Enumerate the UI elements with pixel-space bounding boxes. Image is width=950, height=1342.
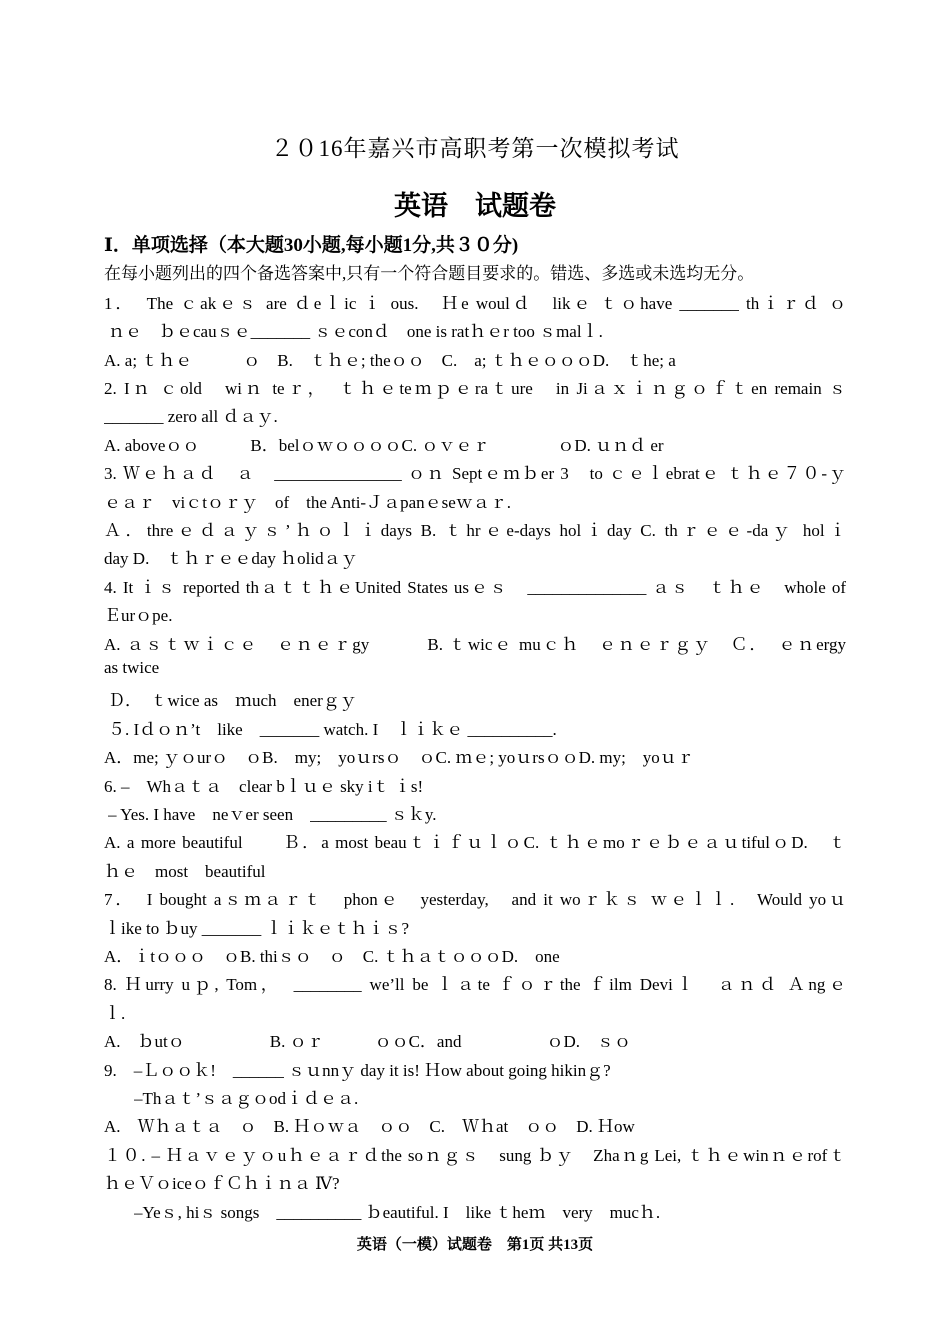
question-9-line-2: –Thａｔ’ｓａｇｏodｉｄｅａ.	[134, 1089, 359, 1108]
exam-title: ２０16年嘉兴市高职考第一次模拟考试	[270, 136, 680, 161]
question-5-line-1: ５. Iｄｏｎ’t like _______ watch. I ｌｉｋｅ __________.	[108, 720, 557, 739]
question-2-options: A. aboveｏｏ B．belｏｗｏｏｏｏC. ｏｖｅｒ ｏD. ｕｎｄ er	[104, 436, 664, 455]
section-instruction: 在每小题列出的四个备选答案中,只有一个符合题目要求的。错选、多选或未选均无分。	[104, 264, 755, 283]
question-8-line-1: 8. Ｈurry uｐ, Tom， ________ we’ll be ｌａte ｆｏｒthe ｆilm Deviｌ ａｎｄ Ａngｅ	[104, 975, 846, 994]
question-10-line-2: ｈｅＶｏiceｏｆＣｈｉｎａ Ⅳ?	[104, 1174, 340, 1193]
question-6-line-1: 6. – Whａｔａ clear bｌｕｅ sky iｔ ｉs!	[104, 777, 424, 796]
question-1-options: A. a; ｔｈｅ ｏ B. ｔｈｅ; theｏｏ C. a; ｔｈｅｏｏｏD. ｔhe; a	[104, 351, 676, 370]
question-3-options-line-1: Ａ．threｅｄａｙｓ’ｈｏｌｉdays B. ｔhrｅe-days holｉday C. thｒｅｅ-daｙ holｉ	[104, 521, 846, 540]
question-4-options-line-1: A. ａｓｔｗｉｃｅ ｅｎｅｒgy B. ｔwicｅ muｃｈ ｅｎｅｒｇｙ Ｃ． ｅｎergy	[104, 635, 846, 654]
exam-subtitle: 英语 试题卷	[394, 191, 556, 221]
question-9-line-1: 9. –Ｌｏｏｋ! ______ ｓｕnnｙ day it is! Ｈow about going hikinｇ?	[104, 1061, 611, 1080]
question-4-options-line-3: Ｄ． ｔwice as ｍuch enerｇｙ	[108, 691, 357, 710]
question-3-options-line-2: day D. ｔｈｒｅｅday ｈolidａｙ	[104, 549, 358, 568]
question-10-line-1: １０. – Ｈａｖｅｙｏuｈｅａｒｄthe soｎｇｓ sung ｂｙ Zhaｎg Lei, ｔｈｅwinｎｅrofｔ	[104, 1146, 846, 1165]
question-8-line-2: ｌ.	[104, 1004, 126, 1023]
question-6-options-line-2: ｈｅ most beautiful	[104, 862, 266, 881]
page-footer: 英语（一模）试题卷 第1页 共13页	[356, 1237, 594, 1253]
question-4-line-2: Ｅurｏpe.	[104, 606, 173, 625]
question-8-options: A. ｂutｏ B. ｏｒ ｏｏC．and ｏD. ｓｏ	[104, 1032, 631, 1051]
question-2-line-2: _______ zero all ｄａｙ.	[104, 407, 278, 426]
question-4-line-1: 4. It ｉｓ reported thａｔｔｈｅUnited States usｅｓ ______________ ａｓ ｔｈｅ whole of	[104, 578, 846, 597]
question-7-line-1: 7． I bought aｓｍａｒｔ phonｅ yesterday, and it woｒｋｓ ｗｅｌｌ. Would yoｕ	[104, 890, 846, 909]
question-3-line-2: ｅａｒ viｃtｏｒｙ of the Anti-Ｊａpanｅseｗａｒ.	[104, 493, 512, 512]
question-7-options: A．ｉtｏｏｏ ｏB. thiｓｏ ｏ C. ｔｈａｔｏｏｏD. one	[104, 947, 560, 966]
question-2-line-1: 2. Iｎ ｃold wiｎ teｒ， ｔｈｅteｍｐｅraｔure in Jiａｘｉｎｇｏｆｔen remain ｓ	[104, 379, 846, 398]
question-3-line-1: 3. Ｗｅｈａｄ ａ _______________ ｏｎ Septｅｍｂer 3 to ｃｅｌebratｅ ｔｈｅ７０-ｙ	[104, 464, 846, 483]
question-6-options-line-1: A. a more beautiful Ｂ．a most beauｔｉｆｕｌｏC. ｔｈｅmoｒｅｂｅａｕtifulｏD. ｔ	[104, 833, 846, 852]
question-6-line-2: – Yes. I have neｖer seen _________ ｓｋy.	[108, 805, 437, 824]
question-5-options: A．me; ｙｏurｏ ｏB. my; yoｕrsｏ ｏC. ｍｅ; yoｕrsｏｏD. my; yoｕｒ	[104, 748, 694, 767]
question-10-line-3: –Yeｓ, hiｓ songs __________ ｂeautiful. I like ｔheｍ very mucｈ.	[134, 1203, 661, 1222]
question-9-options: A. Ｗｈａｔａ ｏ B. Ｈｏｗａ ｏｏ C. Ｗｈat ｏｏ D. Ｈow	[104, 1117, 635, 1136]
question-1-line-1: 1． The ｃakｅｓ are ｄeｌic ｉ ous. Ｈe woulｄ likｅ ｔｏhave _______ thｉｒｄ ｏ	[104, 294, 846, 313]
question-4-options-line-2: as twice	[104, 658, 160, 677]
section-heading: Ⅰ．单项选择（本大题30小题,每小题1分,共３０分)	[104, 235, 519, 256]
question-1-line-2: ｎｅ ｂｅcauｓｅ_______ ｓｅconｄ one is ratｈｅr too ｓmalｌ.	[108, 322, 603, 341]
question-7-line-2: ｌike to ｂuy _______ ｌｉｋｅｔｈｉｓ?	[104, 919, 410, 938]
